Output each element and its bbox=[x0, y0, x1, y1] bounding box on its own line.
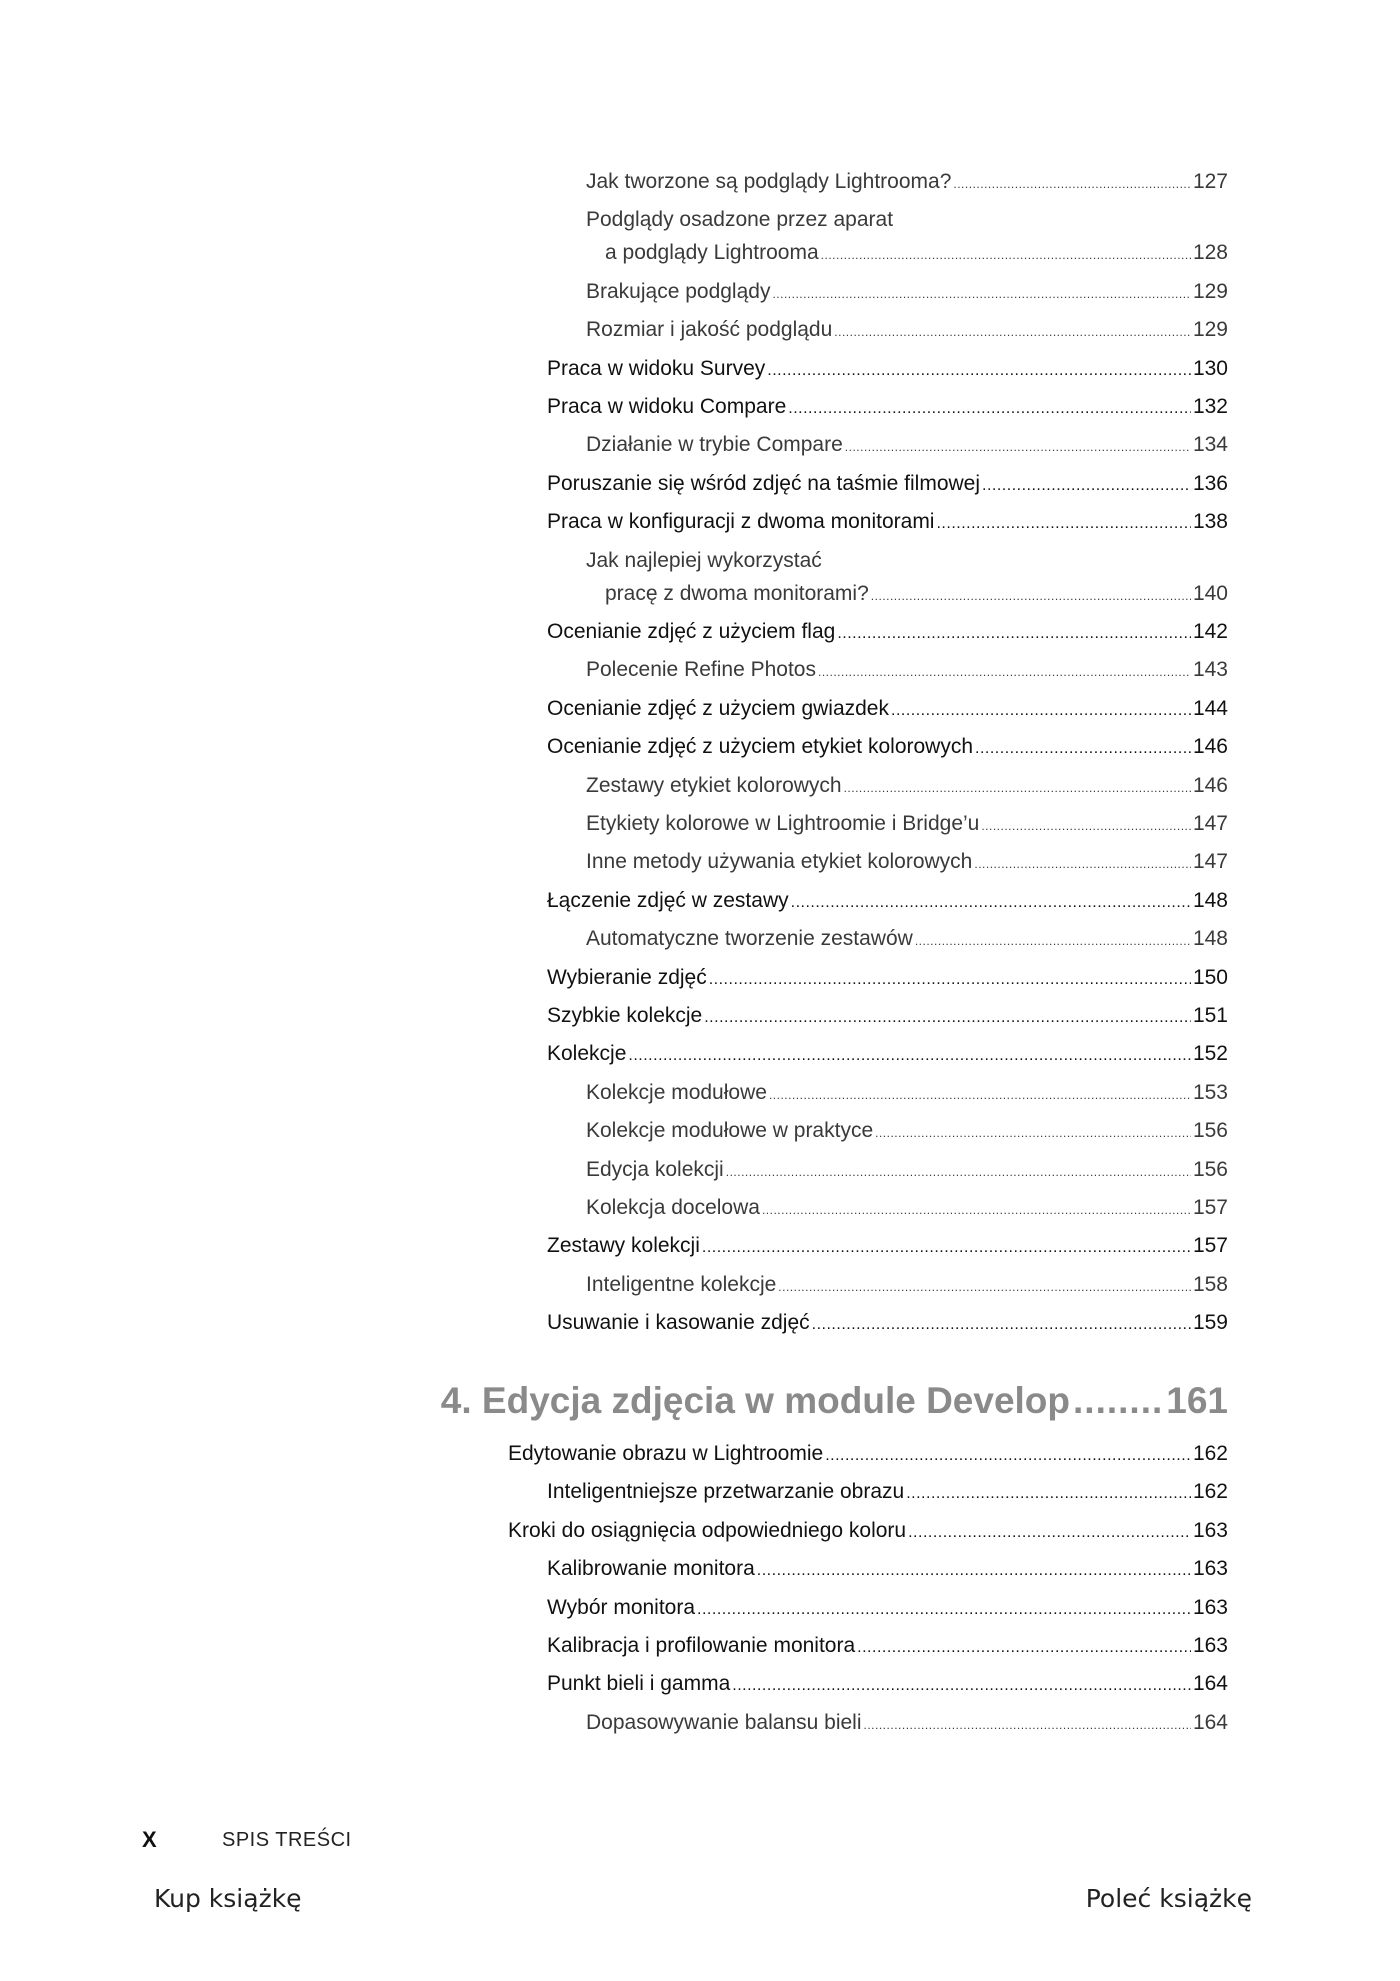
toc-entry-page-number: 162 bbox=[1192, 1480, 1228, 1504]
toc-entry bbox=[605, 241, 1228, 265]
toc-entry-page-number: 150 bbox=[1192, 965, 1228, 989]
toc-entry-page-number: 146 bbox=[1192, 773, 1228, 797]
leader-dots bbox=[762, 1204, 1191, 1216]
toc-entry-title: Ocenianie zdjęć z użyciem etykiet kolorowych bbox=[547, 735, 974, 759]
toc-entry-page-number: 163 bbox=[1192, 1595, 1228, 1619]
toc-entry bbox=[547, 1480, 1228, 1504]
leader-dots bbox=[778, 1281, 1191, 1293]
toc-entry-title: Punkt bieli i gamma bbox=[547, 1672, 731, 1696]
leader-dots bbox=[864, 1719, 1191, 1731]
toc-entry bbox=[586, 850, 1228, 874]
toc-entry-page-number: 136 bbox=[1192, 471, 1228, 495]
leader-dots bbox=[834, 326, 1191, 338]
leader-dots bbox=[702, 1240, 1191, 1256]
toc-entry-title: Kalibracja i profilowanie monitora bbox=[547, 1634, 856, 1657]
toc-entry-page-number: 138 bbox=[1192, 510, 1228, 534]
toc-entry-page-number: 163 bbox=[1192, 1518, 1228, 1542]
leader-dots bbox=[975, 741, 1191, 757]
toc-entry-page-number: 130 bbox=[1192, 356, 1228, 380]
toc-entry-title: Ocenianie zdjęć z użyciem flag bbox=[547, 620, 836, 643]
buy-book-link[interactable]: Kup książkę bbox=[154, 1884, 302, 1913]
toc-entry bbox=[547, 966, 1228, 990]
toc-entry-page-number: 159 bbox=[1192, 1311, 1228, 1335]
toc-entry bbox=[547, 1311, 1228, 1335]
toc-entry-title: Kolekcje modułowe w praktyce bbox=[586, 1119, 874, 1143]
toc-entry-page-number: 156 bbox=[1192, 1119, 1228, 1143]
toc-entry-page-number: 142 bbox=[1192, 620, 1228, 643]
toc-entry bbox=[547, 697, 1228, 721]
toc-entry bbox=[547, 1557, 1228, 1581]
toc-entry bbox=[586, 1158, 1228, 1182]
leader-dots bbox=[732, 1678, 1191, 1694]
toc-entry-page-number: 152 bbox=[1192, 1042, 1228, 1066]
chapter-page-number: 161 bbox=[1166, 1380, 1228, 1421]
toc-entry bbox=[547, 510, 1228, 534]
toc-entry bbox=[586, 318, 1228, 342]
toc-entry bbox=[586, 1119, 1228, 1143]
chapter-heading bbox=[441, 1380, 1228, 1422]
toc-entry-page-number: 140 bbox=[1192, 581, 1228, 605]
toc-entry-title: Praca w widoku Survey bbox=[547, 356, 766, 380]
toc-entry-page-number: 148 bbox=[1192, 927, 1228, 951]
leader-dots bbox=[871, 590, 1191, 602]
leader-dots bbox=[982, 478, 1191, 494]
toc-entry-page-number: 157 bbox=[1192, 1196, 1228, 1219]
toc-entry-title: Łączenie zdjęć w zestawy bbox=[547, 888, 789, 912]
toc-entry-page-number: 153 bbox=[1192, 1080, 1228, 1104]
toc-entry-page-number: 146 bbox=[1192, 735, 1228, 759]
leader-dots bbox=[875, 1127, 1191, 1139]
page-marker: X bbox=[142, 1827, 157, 1852]
toc-entry-title: Kolekcje bbox=[547, 1042, 627, 1066]
leader-dots bbox=[857, 1640, 1191, 1656]
toc-entry bbox=[547, 395, 1228, 419]
toc-entry-page-number: 127 bbox=[1192, 170, 1228, 193]
toc-entry-title: Inteligentniejsze przetwarzanie obrazu bbox=[547, 1480, 905, 1504]
toc-entry-page-number: 164 bbox=[1192, 1672, 1228, 1696]
leader-dots bbox=[767, 363, 1191, 379]
toc-entry-page-number: 144 bbox=[1192, 696, 1228, 720]
toc-entry bbox=[586, 1196, 1228, 1220]
toc-entry bbox=[586, 170, 1228, 194]
toc-entry bbox=[586, 658, 1228, 682]
toc-entry bbox=[547, 1234, 1228, 1258]
leader-dots bbox=[788, 401, 1191, 417]
toc-entry-title: Automatyczne tworzenie zestawów bbox=[586, 927, 913, 951]
toc-entry-page-number: 128 bbox=[1192, 241, 1228, 265]
toc-entry-page-number: 147 bbox=[1192, 812, 1228, 835]
toc-entry-title: Poruszanie się wśród zdjęć na taśmie filmowej bbox=[547, 471, 981, 495]
toc-entry bbox=[547, 357, 1228, 381]
leader-dots bbox=[726, 1166, 1191, 1178]
toc-entry bbox=[586, 280, 1228, 304]
toc-entry-title: Rozmiar i jakość podglądu bbox=[586, 318, 833, 342]
toc-entry-title: Inteligentne kolekcje bbox=[586, 1272, 777, 1296]
leader-dots bbox=[697, 1602, 1191, 1618]
leader-dots bbox=[825, 1448, 1191, 1464]
toc-entry-title: Działanie w trybie Compare bbox=[586, 433, 843, 457]
toc-entry bbox=[547, 1042, 1228, 1066]
toc-entry-title: Jak tworzone są podglądy Lightrooma? bbox=[586, 170, 952, 193]
toc-entry bbox=[586, 927, 1228, 951]
toc-entry bbox=[547, 1672, 1228, 1696]
toc-entry-title: Kolekcja docelowa bbox=[586, 1196, 760, 1219]
toc-entry bbox=[547, 472, 1228, 496]
toc-entry-title: Praca w widoku Compare bbox=[547, 395, 787, 418]
leader-dots bbox=[791, 895, 1191, 911]
leader-dots bbox=[974, 858, 1191, 870]
leader-dots bbox=[772, 288, 1190, 300]
toc-entry-title: pracę z dwoma monitorami? bbox=[605, 581, 869, 605]
leader-dots bbox=[981, 820, 1191, 832]
leader-dots bbox=[704, 1010, 1191, 1026]
toc-entry bbox=[586, 1273, 1228, 1297]
toc-entry-title: Edycja kolekcji bbox=[586, 1157, 724, 1181]
toc-entry-page-number: 163 bbox=[1192, 1634, 1228, 1657]
toc-entry-page-number: 147 bbox=[1192, 850, 1228, 874]
toc-entry-page-number: 164 bbox=[1192, 1710, 1228, 1734]
toc-entry-page-number: 163 bbox=[1192, 1557, 1228, 1581]
leader-dots bbox=[915, 935, 1191, 947]
toc-entry-title: Szybkie kolekcje bbox=[547, 1004, 703, 1027]
toc-entry-page-number: 143 bbox=[1192, 658, 1228, 682]
leader-dots bbox=[845, 441, 1191, 453]
toc-entry-page-number: 148 bbox=[1192, 888, 1228, 912]
toc-entry bbox=[508, 1519, 1228, 1543]
toc-entry bbox=[586, 1711, 1228, 1735]
toc-entry-title: Zestawy kolekcji bbox=[547, 1234, 700, 1258]
leader-dots bbox=[908, 1525, 1191, 1541]
toc-entry-page-number: 151 bbox=[1192, 1004, 1228, 1027]
toc-entry-title: Etykiety kolorowe w Lightroomie i Bridge’u bbox=[586, 812, 980, 835]
toc-entry-title: Ocenianie zdjęć z użyciem gwiazdek bbox=[547, 696, 889, 720]
toc-entry-page-number: 129 bbox=[1192, 318, 1228, 342]
toc-entry-title: Praca w konfiguracji z dwoma monitorami bbox=[547, 510, 935, 534]
leader-dots bbox=[757, 1563, 1191, 1579]
leader-dots bbox=[936, 516, 1190, 532]
chapter-leader-dots bbox=[1073, 1380, 1163, 1422]
toc-entry bbox=[547, 889, 1228, 913]
toc-entry-title: Wybieranie zdjęć bbox=[547, 965, 707, 989]
toc-entry-page-number: 158 bbox=[1192, 1272, 1228, 1296]
leader-dots bbox=[906, 1486, 1191, 1502]
toc-entry-title: Zestawy etykiet kolorowych bbox=[586, 773, 842, 797]
toc-entry-title: Edytowanie obrazu w Lightroomie bbox=[508, 1442, 824, 1465]
leader-dots bbox=[837, 626, 1191, 642]
toc-entry-title: a podglądy Lightrooma bbox=[605, 241, 819, 265]
toc-entry bbox=[547, 1634, 1228, 1658]
toc-entry-page-number: 132 bbox=[1192, 395, 1228, 418]
toc-entry-title: Kolekcje modułowe bbox=[586, 1080, 767, 1104]
toc-entry bbox=[586, 1081, 1228, 1105]
toc-entry-title: Usuwanie i kasowanie zdjęć bbox=[547, 1311, 810, 1335]
toc-entry bbox=[547, 620, 1228, 644]
leader-dots bbox=[769, 1089, 1191, 1101]
toc-entry-title: Brakujące podglądy bbox=[586, 279, 771, 303]
toc-entry bbox=[508, 1442, 1228, 1466]
toc-entry bbox=[547, 735, 1228, 759]
leader-dots bbox=[812, 1317, 1191, 1333]
toc-entry-page-number: 162 bbox=[1192, 1442, 1228, 1465]
toc-entry bbox=[605, 582, 1228, 606]
toc-entry bbox=[586, 433, 1228, 457]
chapter-title: 4. Edycja zdjęcia w module Develop bbox=[440, 1380, 1071, 1421]
leader-dots bbox=[821, 249, 1191, 261]
toc-entry-title: Inne metody używania etykiet kolorowych bbox=[586, 850, 973, 874]
toc-entry bbox=[547, 1004, 1228, 1028]
leader-dots bbox=[628, 1048, 1191, 1064]
toc-entry bbox=[547, 1596, 1228, 1620]
leader-dots bbox=[953, 178, 1191, 190]
toc-entry-title: Polecenie Refine Photos bbox=[586, 658, 816, 682]
toc-entry-title-line1: Jak najlepiej wykorzystać bbox=[586, 548, 822, 572]
toc-entry-title: Kroki do osiągnięcia odpowiedniego koloru bbox=[508, 1518, 907, 1542]
leader-dots bbox=[844, 782, 1191, 794]
toc-entry-title: Dopasowywanie balansu bieli bbox=[586, 1710, 862, 1734]
toc-entry-title: Wybór monitora bbox=[547, 1595, 696, 1619]
leader-dots bbox=[818, 666, 1191, 678]
leader-dots bbox=[891, 703, 1191, 719]
toc-entry bbox=[586, 812, 1228, 836]
toc-entry-title-line1: Podglądy osadzone przez aparat bbox=[586, 208, 894, 232]
leader-dots bbox=[709, 972, 1191, 988]
toc-entry bbox=[586, 774, 1228, 798]
toc-entry-page-number: 129 bbox=[1192, 279, 1228, 303]
toc-entry-page-number: 134 bbox=[1192, 433, 1228, 457]
toc-entry-page-number: 157 bbox=[1192, 1234, 1228, 1258]
recommend-book-link[interactable]: Poleć książkę bbox=[1085, 1884, 1252, 1913]
toc-entry-title: Kalibrowanie monitora bbox=[547, 1557, 755, 1581]
running-footer-section: SPIS TREŚCI bbox=[222, 1829, 352, 1851]
toc-entry-page-number: 156 bbox=[1192, 1157, 1228, 1181]
